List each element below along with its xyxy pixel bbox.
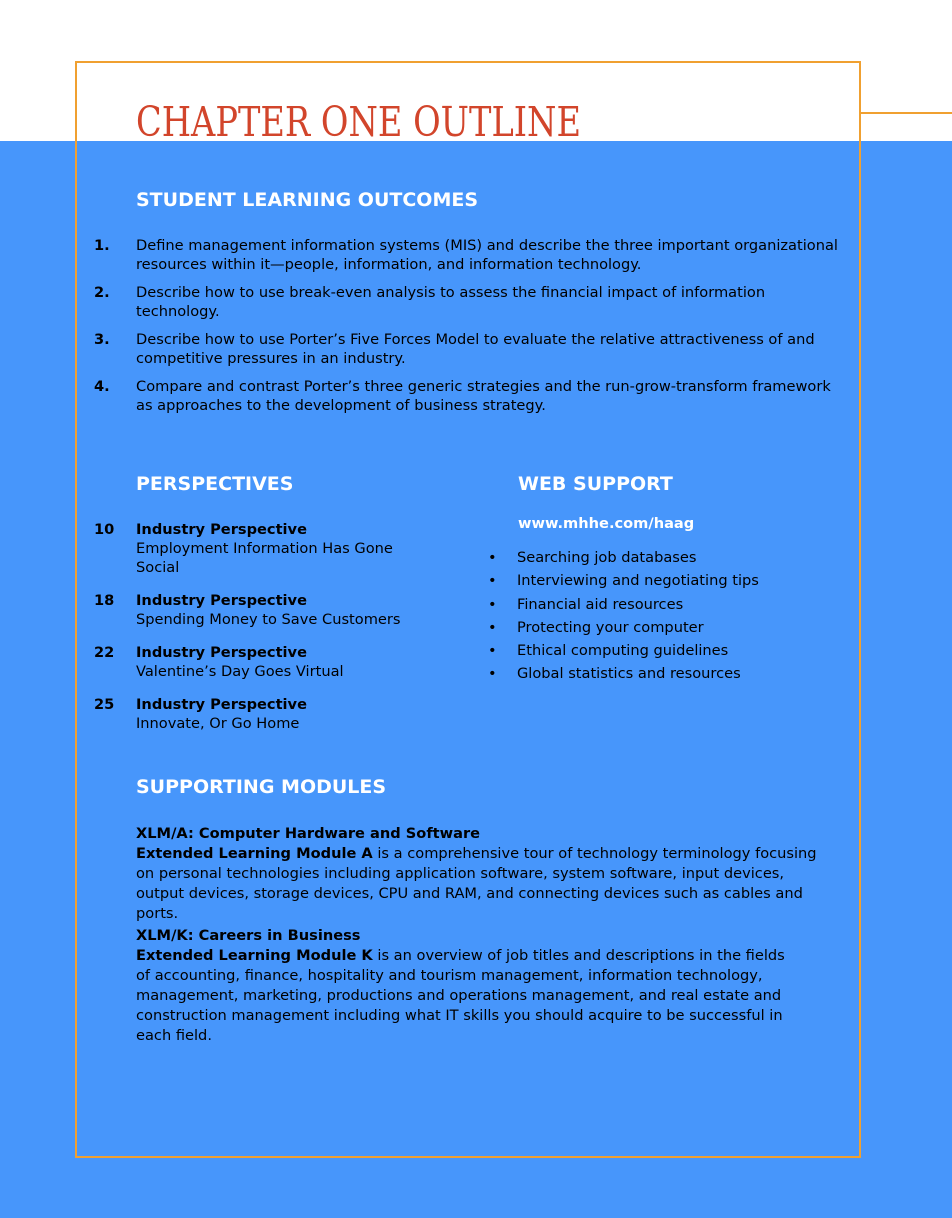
outcomes-heading: STUDENT LEARNING OUTCOMES — [136, 189, 479, 211]
perspectives-list — [94, 520, 424, 747]
web-support-item — [488, 595, 759, 614]
perspective-page: 10 — [94, 521, 115, 538]
outcome-text: Describe how to use break-even analysis to assess the financial impact of information technology. — [136, 284, 766, 320]
perspective-item — [94, 520, 424, 577]
perspective-item — [94, 695, 424, 733]
perspective-page: 22 — [94, 644, 115, 661]
web-support-text: Interviewing and negotiating tips — [517, 572, 759, 590]
outcome-item — [94, 236, 844, 274]
outcome-number: 2. — [94, 284, 110, 301]
perspective-item — [94, 643, 424, 681]
module-text: is a comprehensive tour of technology terminology focusing on personal technologies including application software, system software, input devices, output devices, storage devices, CPU and RAM, and connecting devices such as cables and ports. — [136, 845, 817, 922]
web-support-url[interactable]: www.mhhe.com/haag — [518, 515, 695, 532]
bullet-icon: • — [488, 665, 497, 683]
outcome-text: Compare and contrast Porter’s three generic strategies and the run-grow-transform framework as approaches to the development of business strategy. — [136, 378, 831, 414]
outcome-number: 1. — [94, 237, 110, 254]
decorative-rule — [859, 112, 952, 114]
perspectives-heading: PERSPECTIVES — [136, 473, 294, 495]
web-support-text: Global statistics and resources — [517, 665, 741, 683]
outcome-number: 3. — [94, 331, 110, 348]
outcomes-list — [94, 236, 844, 424]
web-support-item — [488, 571, 759, 590]
web-support-item — [488, 618, 759, 637]
perspective-type: Industry Perspective — [136, 592, 307, 609]
module-heading: XLM/A: Computer Hardware and Software — [136, 825, 481, 842]
perspective-title: Employment Information Has Gone Social — [136, 540, 393, 576]
perspective-title: Spending Money to Save Customers — [136, 611, 401, 628]
bullet-icon: • — [488, 618, 497, 636]
outcome-item — [94, 330, 844, 368]
page-title: CHAPTER ONE OUTLINE — [136, 98, 582, 146]
outcome-number: 4. — [94, 378, 110, 395]
perspective-item — [94, 591, 424, 629]
module-lead: Extended Learning Module A — [136, 845, 373, 862]
module-block — [136, 926, 796, 1046]
outcome-text: Describe how to use Porter’s Five Forces Model to evaluate the relative attractiveness of and competitive pressures in an industry. — [136, 331, 815, 367]
bullet-icon: • — [488, 549, 497, 566]
web-support-heading: WEB SUPPORT — [518, 473, 673, 495]
perspective-title: Valentine’s Day Goes Virtual — [136, 663, 344, 680]
perspective-page: 25 — [94, 696, 115, 713]
outcome-item — [94, 377, 844, 415]
web-support-text: Ethical computing guidelines — [517, 642, 729, 660]
web-support-list — [488, 548, 759, 688]
module-block — [136, 824, 836, 924]
perspective-page: 18 — [94, 592, 115, 609]
perspective-type: Industry Perspective — [136, 644, 307, 661]
perspective-type: Industry Perspective — [136, 521, 307, 538]
outcome-text: Define management information systems (MIS) and describe the three important organizational resources within it—people, information, and information technology. — [136, 237, 838, 273]
modules-heading: SUPPORTING MODULES — [136, 776, 387, 798]
outcome-item — [94, 283, 844, 321]
bullet-icon: • — [488, 595, 497, 613]
perspective-title: Innovate, Or Go Home — [136, 715, 300, 732]
module-text: is an overview of job titles and descriptions in the fields of accounting, finance, hospitality and tourism management, information technology, management, marketing, productions and operations management, and real estate and construction management including what IT skills you should acquire to be successful in each field. — [136, 947, 785, 1044]
web-support-item — [488, 641, 759, 660]
module-lead: Extended Learning Module K — [136, 947, 373, 964]
bullet-icon: • — [488, 572, 497, 590]
web-support-item — [488, 548, 759, 567]
web-support-text: Financial aid resources — [517, 595, 684, 613]
perspective-type: Industry Perspective — [136, 696, 307, 713]
module-heading: XLM/K: Careers in Business — [136, 927, 361, 944]
bullet-icon: • — [488, 642, 497, 660]
web-support-text: Protecting your computer — [517, 618, 704, 636]
web-support-text: Searching job databases — [517, 549, 697, 566]
web-support-item — [488, 664, 759, 683]
